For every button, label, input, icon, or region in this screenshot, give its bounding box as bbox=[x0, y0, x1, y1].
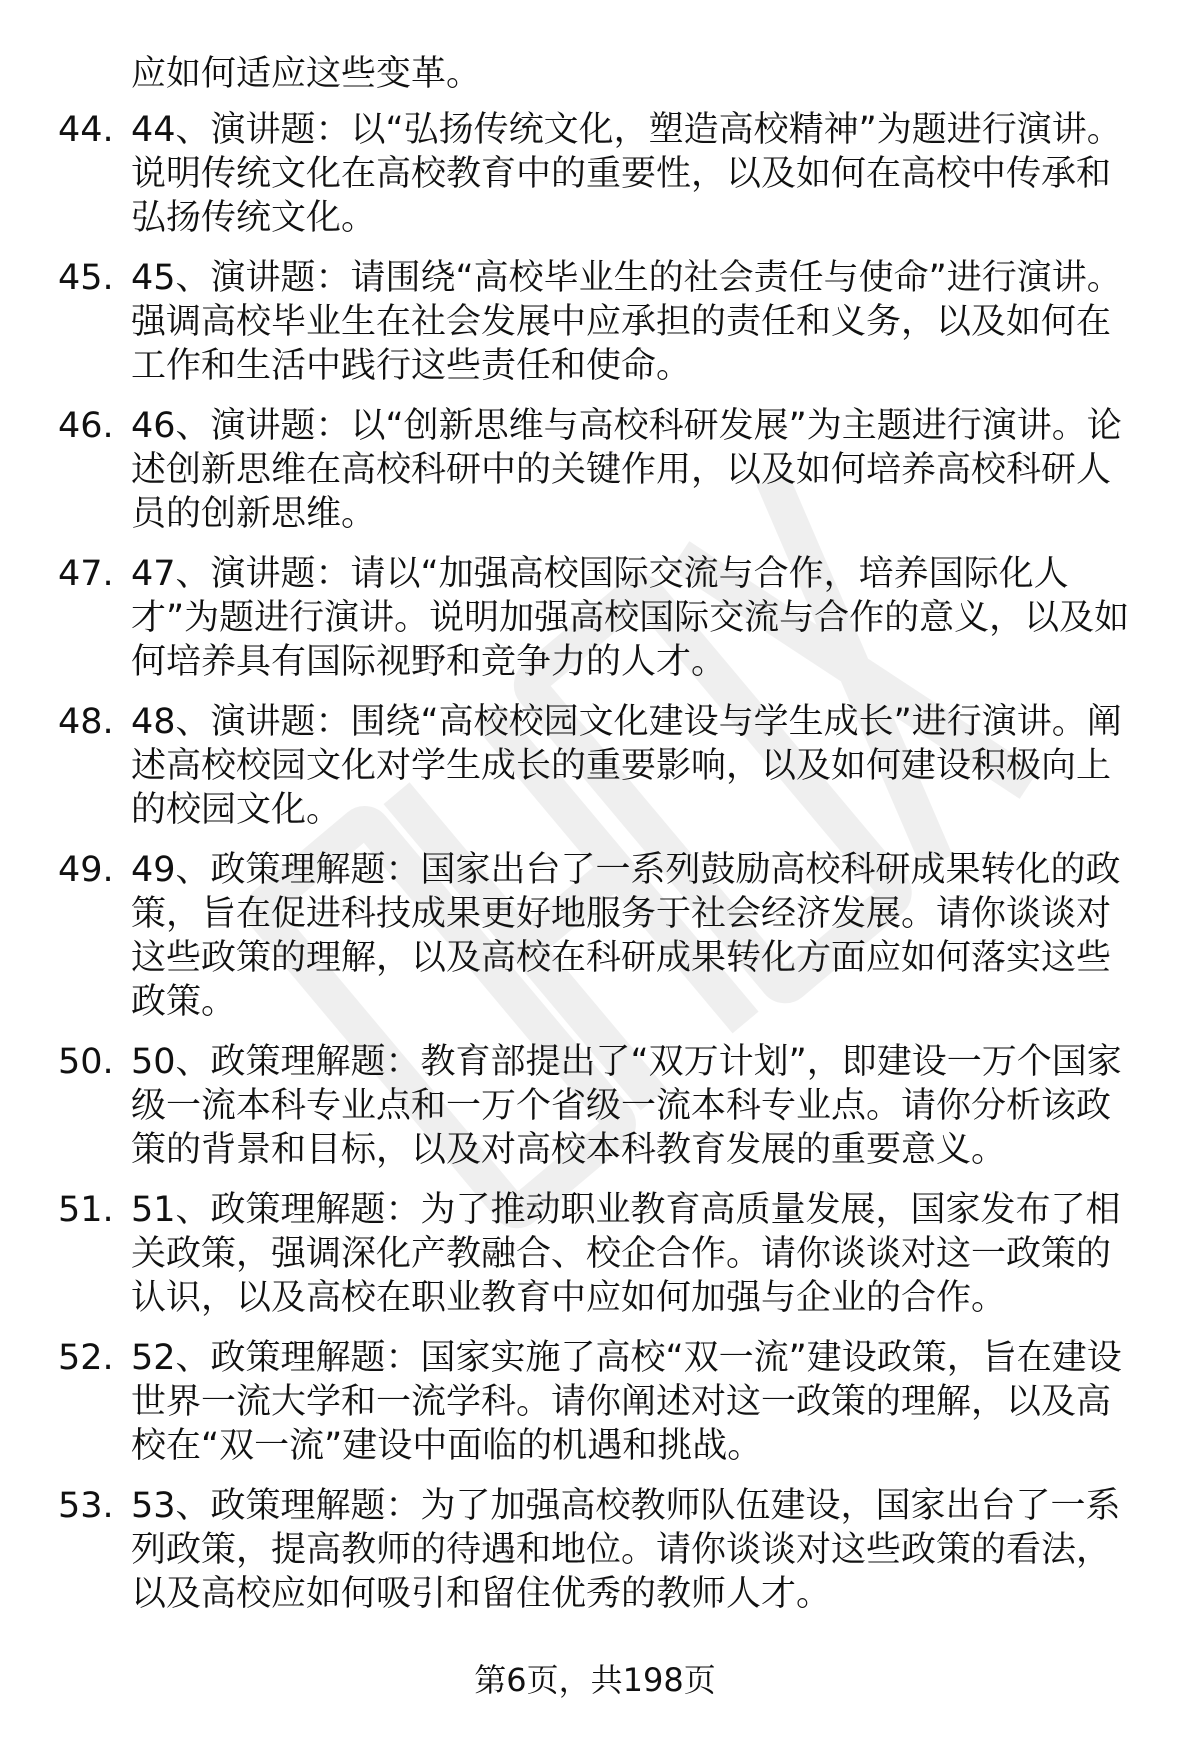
question-text bbox=[131, 848, 1151, 1024]
question-text-line: 的校园文化。 bbox=[131, 790, 342, 830]
question-text-line: 校在“双一流”建设中面临的机遇和挑战。 bbox=[131, 1426, 763, 1466]
question-text-line: 级一流本科专业点和一万个省级一流本科专业点。请你分析该政 bbox=[131, 1086, 1112, 1126]
question-text-line: 何培养具有国际视野和竞争力的人才。 bbox=[131, 642, 727, 682]
continuation-text: 应如何适应这些变革。 bbox=[131, 54, 482, 94]
question-item bbox=[0, 1188, 1190, 1320]
question-number: 52. bbox=[58, 1338, 114, 1378]
question-text-line: 以及高校应如何吸引和留住优秀的教师人才。 bbox=[131, 1574, 832, 1614]
question-text-line: 工作和生活中践行这些责任和使命。 bbox=[131, 346, 692, 386]
question-text bbox=[131, 108, 1151, 240]
question-text bbox=[131, 256, 1151, 388]
question-text-line: 48、演讲题：围绕“高校校园文化建设与学生成长”进行演讲。阐 bbox=[131, 702, 1122, 742]
question-text-line: 关政策，强调深化产教融合、校企合作。请你谈谈对这一政策的 bbox=[131, 1234, 1112, 1274]
question-number: 51. bbox=[58, 1190, 114, 1230]
question-text bbox=[131, 404, 1151, 536]
question-list bbox=[0, 108, 1190, 1632]
question-text bbox=[131, 1188, 1151, 1320]
question-text-line: 说明传统文化在高校教育中的重要性，以及如何在高校中传承和 bbox=[131, 154, 1112, 194]
question-text-line: 策，旨在促进科技成果更好地服务于社会经济发展。请你谈谈对 bbox=[131, 894, 1112, 934]
question-item bbox=[0, 1040, 1190, 1172]
question-item bbox=[0, 1336, 1190, 1468]
question-text-line: 述创新思维在高校科研中的关键作用，以及如何培养高校科研人 bbox=[131, 450, 1112, 490]
question-text-line: 员的创新思维。 bbox=[131, 494, 377, 534]
question-number: 47. bbox=[58, 554, 114, 594]
question-number: 44. bbox=[58, 110, 114, 150]
question-text bbox=[131, 1040, 1151, 1172]
question-number: 48. bbox=[58, 702, 114, 742]
question-number: 45. bbox=[58, 258, 114, 298]
question-text bbox=[131, 1336, 1151, 1468]
question-number: 53. bbox=[58, 1486, 114, 1526]
question-item bbox=[0, 848, 1190, 1024]
question-text-line: 世界一流大学和一流学科。请你阐述对这一政策的理解，以及高 bbox=[131, 1382, 1112, 1422]
question-item bbox=[0, 404, 1190, 536]
question-text-line: 44、演讲题：以“弘扬传统文化，塑造高校精神”为题进行演讲。 bbox=[131, 110, 1122, 150]
question-text bbox=[131, 1484, 1151, 1616]
question-item bbox=[0, 700, 1190, 832]
question-text-line: 这些政策的理解，以及高校在科研成果转化方面应如何落实这些 bbox=[131, 938, 1112, 978]
question-text-line: 46、演讲题：以“创新思维与高校科研发展”为主题进行演讲。论 bbox=[131, 406, 1122, 446]
question-item bbox=[0, 552, 1190, 684]
question-text-line: 策的背景和目标，以及对高校本科教育发展的重要意义。 bbox=[131, 1130, 1007, 1170]
question-text-line: 51、政策理解题：为了推动职业教育高质量发展，国家发布了相 bbox=[131, 1190, 1121, 1230]
question-text-line: 弘扬传统文化。 bbox=[131, 198, 377, 238]
question-text-line: 认识，以及高校在职业教育中应如何加强与企业的合作。 bbox=[131, 1278, 1007, 1318]
question-item bbox=[0, 256, 1190, 388]
question-number: 46. bbox=[58, 406, 114, 446]
question-text-line: 述高校校园文化对学生成长的重要影响，以及如何建设积极向上 bbox=[131, 746, 1112, 786]
question-number: 49. bbox=[58, 850, 114, 890]
question-text-line: 53、政策理解题：为了加强高校教师队伍建设，国家出台了一系 bbox=[131, 1486, 1121, 1526]
question-number: 50. bbox=[58, 1042, 114, 1082]
question-text-line: 47、演讲题：请以“加强高校国际交流与合作，培养国际化人 bbox=[131, 554, 1069, 594]
question-text bbox=[131, 552, 1151, 684]
question-text-line: 50、政策理解题：教育部提出了“双万计划”，即建设一万个国家 bbox=[131, 1042, 1122, 1082]
question-item bbox=[0, 1484, 1190, 1616]
question-text-line: 政策。 bbox=[131, 982, 237, 1022]
question-text-line: 列政策，提高教师的待遇和地位。请你谈谈对这些政策的看法， bbox=[131, 1530, 1112, 1570]
question-text-line: 52、政策理解题：国家实施了高校“双一流”建设政策，旨在建设 bbox=[131, 1338, 1122, 1378]
question-text-line: 49、政策理解题：国家出台了一系列鼓励高校科研成果转化的政 bbox=[131, 850, 1121, 890]
question-item bbox=[0, 108, 1190, 240]
question-text-line: 才”为题进行演讲。说明加强高校国际交流与合作的意义，以及如 bbox=[131, 598, 1130, 638]
question-text-line: 强调高校毕业生在社会发展中应承担的责任和义务，以及如何在 bbox=[131, 302, 1112, 342]
page-footer: 第6页，共198页 bbox=[474, 1661, 716, 1699]
question-text bbox=[131, 700, 1151, 832]
question-text-line: 45、演讲题：请围绕“高校毕业生的社会责任与使命”进行演讲。 bbox=[131, 258, 1122, 298]
